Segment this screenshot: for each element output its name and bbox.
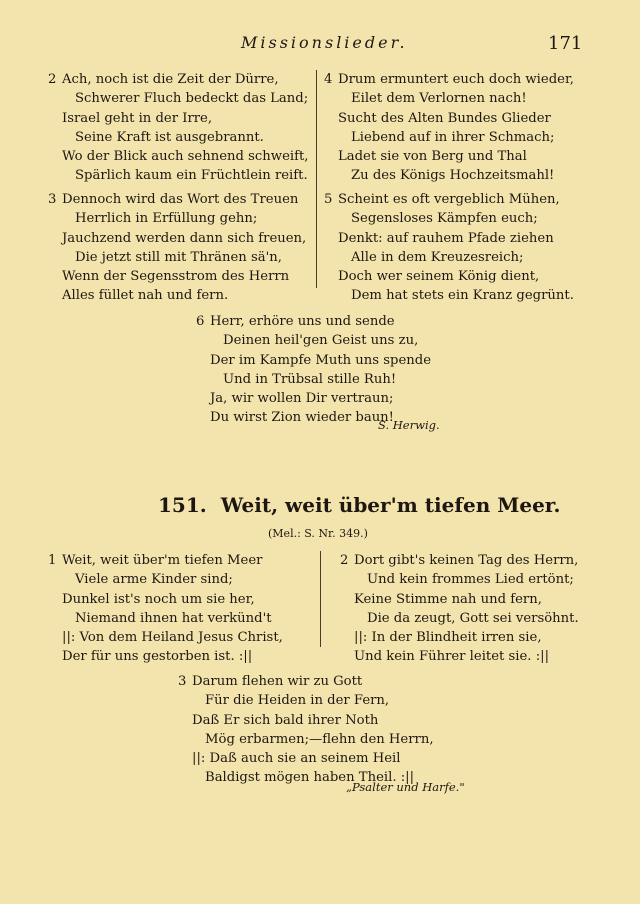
stanza-number: 1 — [48, 553, 57, 568]
verse-line: Ach, noch ist die Zeit der Dürre, — [62, 72, 279, 87]
stanza-number: 4 — [324, 72, 333, 87]
verse-line: Viele arme Kinder sind; — [75, 572, 233, 588]
stanza-number: 3 — [178, 674, 187, 689]
verse-line: Keine Stimme nah und fern, — [354, 591, 542, 607]
verse-line: ||: Daß auch sie an seinem Heil — [192, 751, 401, 767]
verse-line: Doch wer seinem König dient, — [338, 269, 540, 285]
column-divider — [320, 551, 321, 647]
verse-line: Ladet sie von Berg und Thal — [338, 149, 527, 165]
verse-line: Der für uns gestorben ist. :|| — [62, 649, 253, 665]
verse-line: Dort gibt's keinen Tag des Herrn, — [354, 553, 579, 568]
verse-line: Und in Trübsal stille Ruh! — [223, 371, 397, 387]
verse-line: Wo der Blick auch sehnend schweift, — [62, 149, 309, 165]
verse-line: Eilet dem Verlornen nach! — [351, 91, 527, 107]
melody-reference: (Mel.: S. Nr. 349.) — [268, 527, 368, 540]
verse-line: Denkt: auf rauhem Pfade ziehen — [338, 230, 554, 246]
verse-line: Israel geht in der Irre, — [62, 110, 213, 126]
hymn-number: 151. — [158, 493, 207, 517]
verse-line: Deinen heil'gen Geist uns zu, — [223, 333, 419, 349]
verse-line: Und kein Führer leitet sie. :|| — [354, 649, 550, 665]
page-number: 171 — [548, 33, 583, 54]
running-header-title: Missionslieder. — [241, 33, 408, 52]
verse-line: Zu des Königs Hochzeitsmahl! — [351, 168, 555, 184]
verse-line: Daß Er sich bald ihrer Noth — [192, 712, 379, 728]
verse-line: Für die Heiden in der Fern, — [205, 693, 390, 709]
verse-line: Baldigst mögen haben Theil. :|| — [205, 770, 415, 786]
verse-line: Die jetzt still mit Thränen sä'n, — [75, 249, 282, 265]
stanza-number: 3 — [48, 192, 57, 207]
source-credit: „Psalter und Harfe." — [346, 780, 465, 794]
verse-line: Sucht des Alten Bundes Glieder — [338, 110, 551, 126]
verse-line: Herrlich in Erfüllung gehn; — [75, 211, 258, 227]
verse-line: Mög erbarmen;—flehn den Herrn, — [205, 731, 434, 747]
verse-line: Liebend auf in ihrer Schmach; — [351, 129, 555, 145]
verse-line: Ja, wir wollen Dir vertraun; — [210, 391, 394, 407]
stanza-number: 2 — [48, 72, 57, 87]
verse-line: Wenn der Segensstrom des Herrn — [62, 269, 290, 285]
verse-line: Spärlich kaum ein Früchtlein reift. — [75, 168, 308, 184]
verse-line: Drum ermuntert euch doch wieder, — [338, 72, 574, 87]
verse-line: Seine Kraft ist ausgebrannt. — [75, 129, 264, 145]
stanza-number: 6 — [196, 314, 205, 329]
stanza-number: 5 — [324, 192, 333, 207]
author-credit: S. Herwig. — [378, 418, 440, 432]
verse-line: Die da zeugt, Gott sei versöhnt. — [367, 610, 579, 626]
verse-line: Alle in dem Kreuzesreich; — [351, 249, 524, 265]
verse-line: Du wirst Zion wieder baun! — [210, 410, 394, 426]
hymn-heading — [158, 493, 560, 517]
verse-line: ||: Von dem Heiland Jesus Christ, — [62, 630, 283, 646]
verse-line: Jauchzend werden dann sich freuen, — [62, 230, 307, 246]
verse-line: Herr, erhöre uns und sende — [210, 314, 395, 329]
verse-line: Alles füllet nah und fern. — [62, 288, 229, 304]
verse-line: Darum flehen wir zu Gott — [192, 674, 363, 689]
verse-line: Dem hat stets ein Kranz gegrünt. — [351, 288, 574, 304]
column-divider — [316, 70, 317, 288]
verse-line: Niemand ihnen hat verkünd't — [75, 610, 272, 626]
verse-line: Weit, weit über'm tiefen Meer — [62, 553, 263, 568]
verse-line: ||: In der Blindheit irren sie, — [354, 630, 542, 646]
verse-line: Dunkel ist's noch um sie her, — [62, 591, 255, 607]
verse-line: Segensloses Kämpfen euch; — [351, 211, 538, 227]
verse-line: Und kein frommes Lied ertönt; — [367, 572, 574, 588]
verse-line: Der im Kampfe Muth uns spende — [210, 352, 432, 368]
verse-line: Dennoch wird das Wort des Treuen — [62, 192, 299, 207]
stanza-number: 2 — [340, 553, 349, 568]
hymn-title: Weit, weit über'm tiefen Meer. — [220, 493, 561, 517]
verse-line: Schwerer Fluch bedeckt das Land; — [75, 91, 309, 107]
verse-line: Scheint es oft vergeblich Mühen, — [338, 192, 560, 207]
